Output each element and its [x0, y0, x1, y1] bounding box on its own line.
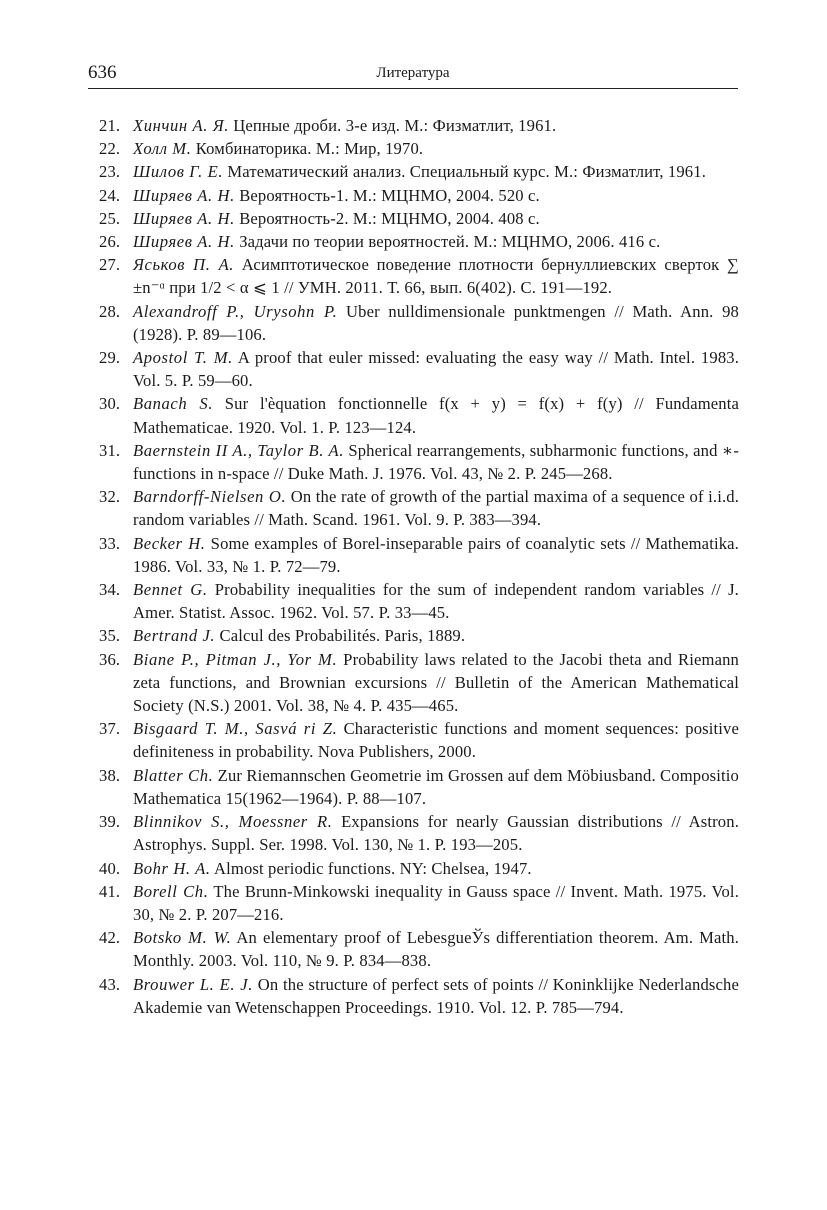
reference-number: 34.: [99, 580, 121, 600]
reference-text: An elementary proof of LebesgueЎs differentiation theorem. Am. Math. Monthly. 2003. Vol. 110, № 9. P. 834—838.: [133, 928, 740, 971]
reference-text: Задачи по теории вероятностей. М.: МЦНМО, 2006. 416 с.: [234, 232, 661, 252]
reference-text: Асимптотическое поведение плотности бернуллиевских сверток ∑ ±n⁻ᵅ при 1/2 < α ⩽ 1 // УМН. 2011. Т. 66, вып. 6(402). С. 191—192.: [133, 255, 739, 298]
reference-text: On the structure of perfect sets of points // Koninklijke Nederlandsche Akademie van Wetenschappen Proceedings. 1910. Vol. 12. P. 785—794.: [133, 974, 739, 1017]
page-header: [88, 60, 738, 89]
reference-author: Botsko M. W.: [133, 928, 232, 948]
reference-text: A proof that euler missed: evaluating the easy way // Math. Intel. 1983. Vol. 5. P. 59—60.: [133, 348, 740, 391]
reference-item: [88, 764, 739, 810]
reference-text: The Brunn-Minkowski inequality in Gauss space // Invent. Math. 1975. Vol. 30, № 2. P. 207—216.: [133, 881, 739, 924]
reference-item: [88, 532, 739, 578]
reference-author: Biane P., Pitman J., Yor M.: [133, 649, 338, 669]
reference-number: 37.: [99, 719, 121, 739]
reference-number: 41.: [99, 881, 121, 901]
reference-number: 38.: [99, 765, 121, 785]
reference-text: Uber nulldimensionale punktmengen // Math. Ann. 98 (1928). P. 89—106.: [133, 301, 739, 344]
reference-item: [88, 114, 739, 137]
page-number: 636: [88, 62, 117, 83]
reference-item: [88, 810, 739, 856]
reference-author: Ширяев А. Н.: [133, 208, 235, 228]
reference-text: Вероятность-1. М.: МЦНМО, 2004. 520 с.: [234, 185, 540, 205]
reference-item: [88, 346, 739, 392]
reference-author: Шилов Г. Е.: [133, 162, 224, 182]
reference-author: Blinnikov S., Moessner R.: [133, 812, 333, 832]
reference-text: Zur Riemannschen Geometrie im Grossen auf dem Möbiusband. Compositio Mathematica 15(1962—1964). P. 88—107.: [133, 765, 739, 808]
reference-author: Bisgaard T. M., Sasvá ri Z.: [133, 719, 338, 739]
reference-item: [88, 207, 739, 230]
reference-item: [88, 184, 739, 207]
reference-text: Almost periodic functions. NY: Chelsea, 1947.: [210, 858, 532, 878]
reference-author: Холл М.: [133, 139, 192, 159]
reference-author: Bertrand J.: [133, 626, 216, 646]
reference-item: [88, 880, 739, 926]
reference-author: Alexandroff P., Urysohn P.: [133, 301, 338, 321]
reference-item: [88, 137, 739, 160]
reference-list: [88, 114, 739, 1019]
reference-number: 39.: [99, 812, 121, 832]
reference-item: [88, 717, 739, 763]
reference-number: 29.: [99, 348, 121, 368]
reference-number: 21.: [99, 116, 121, 135]
reference-text: Probability laws related to the Jacobi theta and Riemann zeta functions, and Brownian excursions // Bulletin of the American Mathematical Society (N.S.) 2001. Vol. 38, № 4. P. 435—465.: [133, 649, 739, 716]
reference-number: 23.: [99, 162, 121, 182]
reference-number: 26.: [99, 232, 121, 252]
reference-number: 25.: [99, 208, 121, 228]
reference-author: Baernstein II A., Taylor B. A.: [133, 440, 345, 460]
reference-number: 36.: [99, 649, 121, 669]
reference-author: Brouwer L. E. J.: [133, 974, 253, 994]
reference-author: Bohr H. A.: [133, 858, 211, 878]
reference-text: Calcul des Probabilités. Paris, 1889.: [215, 626, 466, 646]
reference-author: Becker H.: [133, 533, 206, 553]
reference-text: Probability inequalities for the sum of independent random variables // J. Amer. Statist. Assoc. 1962. Vol. 57. P. 33—45.: [133, 580, 739, 623]
reference-number: 31.: [99, 440, 121, 460]
reference-text: Spherical rearrangements, subharmonic functions, and ∗-functions in n-space // Duke Math. J. 1976. Vol. 43, № 2. P. 245—268.: [133, 440, 739, 484]
reference-number: 22.: [99, 139, 121, 159]
reference-item: [88, 439, 739, 485]
reference-text: Цепные дроби. 3-е изд. М.: Физматлит, 1961.: [228, 116, 557, 135]
reference-author: Bennet G.: [133, 580, 208, 600]
reference-author: Blatter Ch.: [133, 765, 214, 785]
reference-text: Математический анализ. Специальный курс. М.: Физматлит, 1961.: [223, 162, 707, 182]
reference-author: Яськов П. А.: [133, 255, 235, 275]
reference-item: [88, 973, 739, 1019]
running-title: Литература: [376, 65, 450, 81]
reference-author: Apostol T. M.: [133, 348, 233, 368]
reference-author: Ширяев А. Н.: [133, 185, 235, 205]
reference-number: 42.: [99, 928, 121, 948]
reference-number: 32.: [99, 487, 121, 507]
reference-item: [88, 160, 739, 183]
reference-item: [88, 648, 739, 718]
reference-author: Banach S.: [133, 394, 214, 414]
reference-item: [88, 857, 739, 880]
reference-author: Ширяев А. Н.: [133, 232, 235, 252]
reference-number: 24.: [99, 185, 121, 205]
reference-number: 28.: [99, 301, 121, 321]
reference-author: Хинчин А. Я.: [133, 116, 229, 135]
reference-item: [88, 578, 739, 624]
reference-text: Some examples of Borel-inseparable pairs of coanalytic sets // Mathematika. 1986. Vol. 33, № 1. P. 72—79.: [133, 533, 739, 576]
reference-item: [88, 926, 739, 972]
reference-text: Sur l'èquation fonctionnelle f(x + y) = f(x) + f(y) // Fundamenta Mathematicae. 1920. Vol. 1. P. 123—124.: [133, 394, 739, 437]
reference-number: 35.: [99, 626, 121, 646]
reference-number: 30.: [99, 394, 121, 414]
reference-author: Barndorff-Nielsen O.: [133, 487, 287, 507]
reference-text: Expansions for nearly Gaussian distributions // Astron. Astrophys. Suppl. Ser. 1998. Vol. 130, № 1. P. 193—205.: [133, 812, 739, 855]
reference-text: Комбинаторика. М.: Мир, 1970.: [191, 139, 424, 159]
reference-text: On the rate of growth of the partial maxima of a sequence of i.i.d. random variables // Math. Scand. 1961. Vol. 9. P. 383—394.: [133, 487, 739, 530]
reference-number: 27.: [99, 255, 121, 275]
reference-item: [88, 485, 739, 531]
reference-number: 33.: [99, 533, 121, 553]
reference-item: [88, 230, 739, 253]
reference-item: [88, 300, 739, 346]
reference-text: Characteristic functions and moment sequences: positive definiteness in probability. Nova Publishers, 2000.: [133, 719, 739, 762]
reference-item: [88, 253, 739, 299]
reference-item: [88, 624, 739, 647]
reference-text: Вероятность-2. М.: МЦНМО, 2004. 408 с.: [234, 208, 540, 228]
reference-number: 43.: [99, 974, 121, 994]
reference-author: Borell Ch.: [133, 881, 209, 901]
reference-number: 40.: [99, 858, 121, 878]
reference-item: [88, 392, 739, 438]
